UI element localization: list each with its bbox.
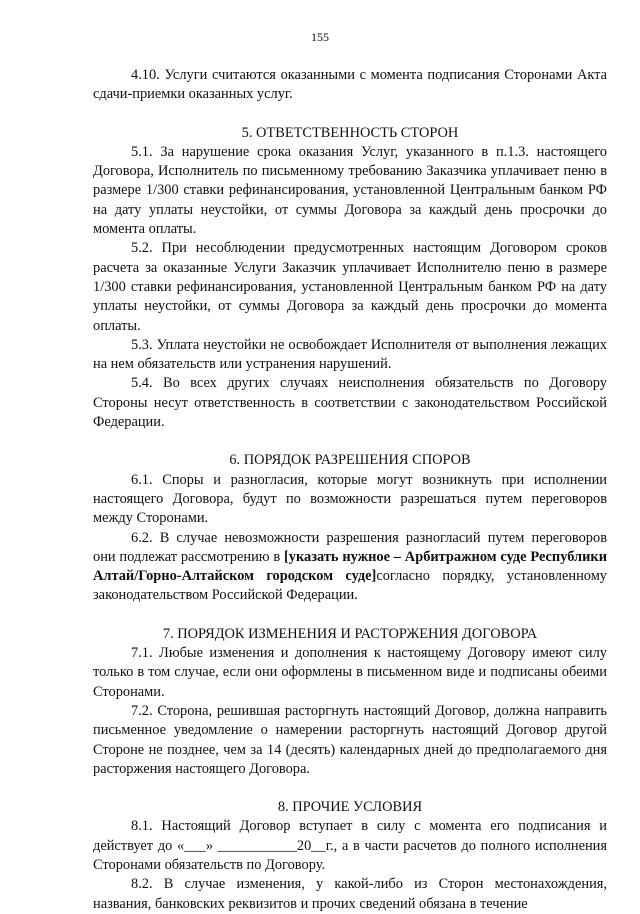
court-placeholder: [указать нужное – Арбитражном суде Республики Алтай/Горно-Алтайском городском суде] — [93, 548, 608, 585]
clause-8-1: 8.1. Настоящий Договор вступает в силу с момента его подписания и действует до «___» ___________20__г., а в части расчетов до полного исполнения Сторонами обязательств по Договору. — [93, 818, 607, 873]
clause-4-10: 4.10. Услуги считаются оказанными с момента подписания Сторонами Акта сдачи-приемки оказанных услуг. — [93, 67, 607, 103]
document-body — [93, 66, 607, 914]
section-heading-6: 6. ПОРЯДОК РАЗРЕШЕНИЯ СПОРОВ — [229, 452, 471, 469]
clause-7-2: 7.2. Сторона, решившая расторгнуть настоящий Договор, должна направить письменное уведомление о намерении расторгнуть настоящий Договор другой Стороне не позднее, чем за 14 (десять) календарных дней до предполагаемого дня расторжения настоящего Договора. — [93, 702, 607, 777]
clause-6-2 — [93, 529, 607, 606]
clause-5-3: 5.3. Уплата неустойки не освобождает Исполнителя от выполнения лежащих на нем обязательств или устранения нарушений. — [93, 336, 607, 373]
section-heading-7: 7. ПОРЯДОК ИЗМЕНЕНИЯ И РАСТОРЖЕНИЯ ДОГОВОРА — [162, 625, 538, 642]
clause-6-2-start: 6.2. В случае невозможности разрешения разногласий путем переговоров они подлежат рассмотрению в — [93, 529, 607, 565]
clause-5-4: 5.4. Во всех других случаях неисполнения обязательств по Договору Стороны несут ответственность в соответствии с законодательством Российской Федерации. — [93, 375, 607, 431]
clause-6-1: 6.1. Споры и разногласия, которые могут возникнуть при исполнении настоящего Договора, будут по возможности разрешаться путем переговоров между Сторонами. — [93, 471, 607, 527]
clause-6-2-end: согласно порядку, установленному законодательством Российской Федерации. — [93, 568, 607, 604]
clause-7-1: 7.1. Любые изменения и дополнения к настоящему Договору имеют силу только в том случае, если они оформлены в письменном виде и подписаны обеими Сторонами. — [93, 645, 607, 700]
clause-5-2: 5.2. При несоблюдении предусмотренных настоящим Договором сроков расчета за оказанные Услуги Заказчик уплачивает Исполнителю пеню в размере 1/300 ставки рефинансирования, установленной Центральным банком РФ на дату уплаты неустойки, от суммы Договора за каждый день просрочки до момента оплаты. — [93, 240, 607, 334]
clause-8-2: 8.2. В случае изменения, у какой-либо из Сторон местонахождения, названия, банковских реквизитов и прочих сведений обязана в течение — [93, 876, 607, 912]
section-heading-5: 5. ОТВЕТСТВЕННОСТЬ СТОРОН — [241, 124, 459, 141]
page-number: 155 — [311, 30, 329, 44]
clause-5-1: 5.1. За нарушение срока оказания Услуг, указанного в п.1.3. настоящего Договора, Исполнитель по письменному требованию Заказчика уплачивает пеню в размере 1/300 ставки рефинансирования, установленной Центральным банком РФ на дату уплаты неустойки, от суммы Договора за каждый день просрочки до момента оплаты. — [93, 143, 607, 238]
section-heading-8: 8. ПРОЧИЕ УСЛОВИЯ — [277, 799, 423, 816]
